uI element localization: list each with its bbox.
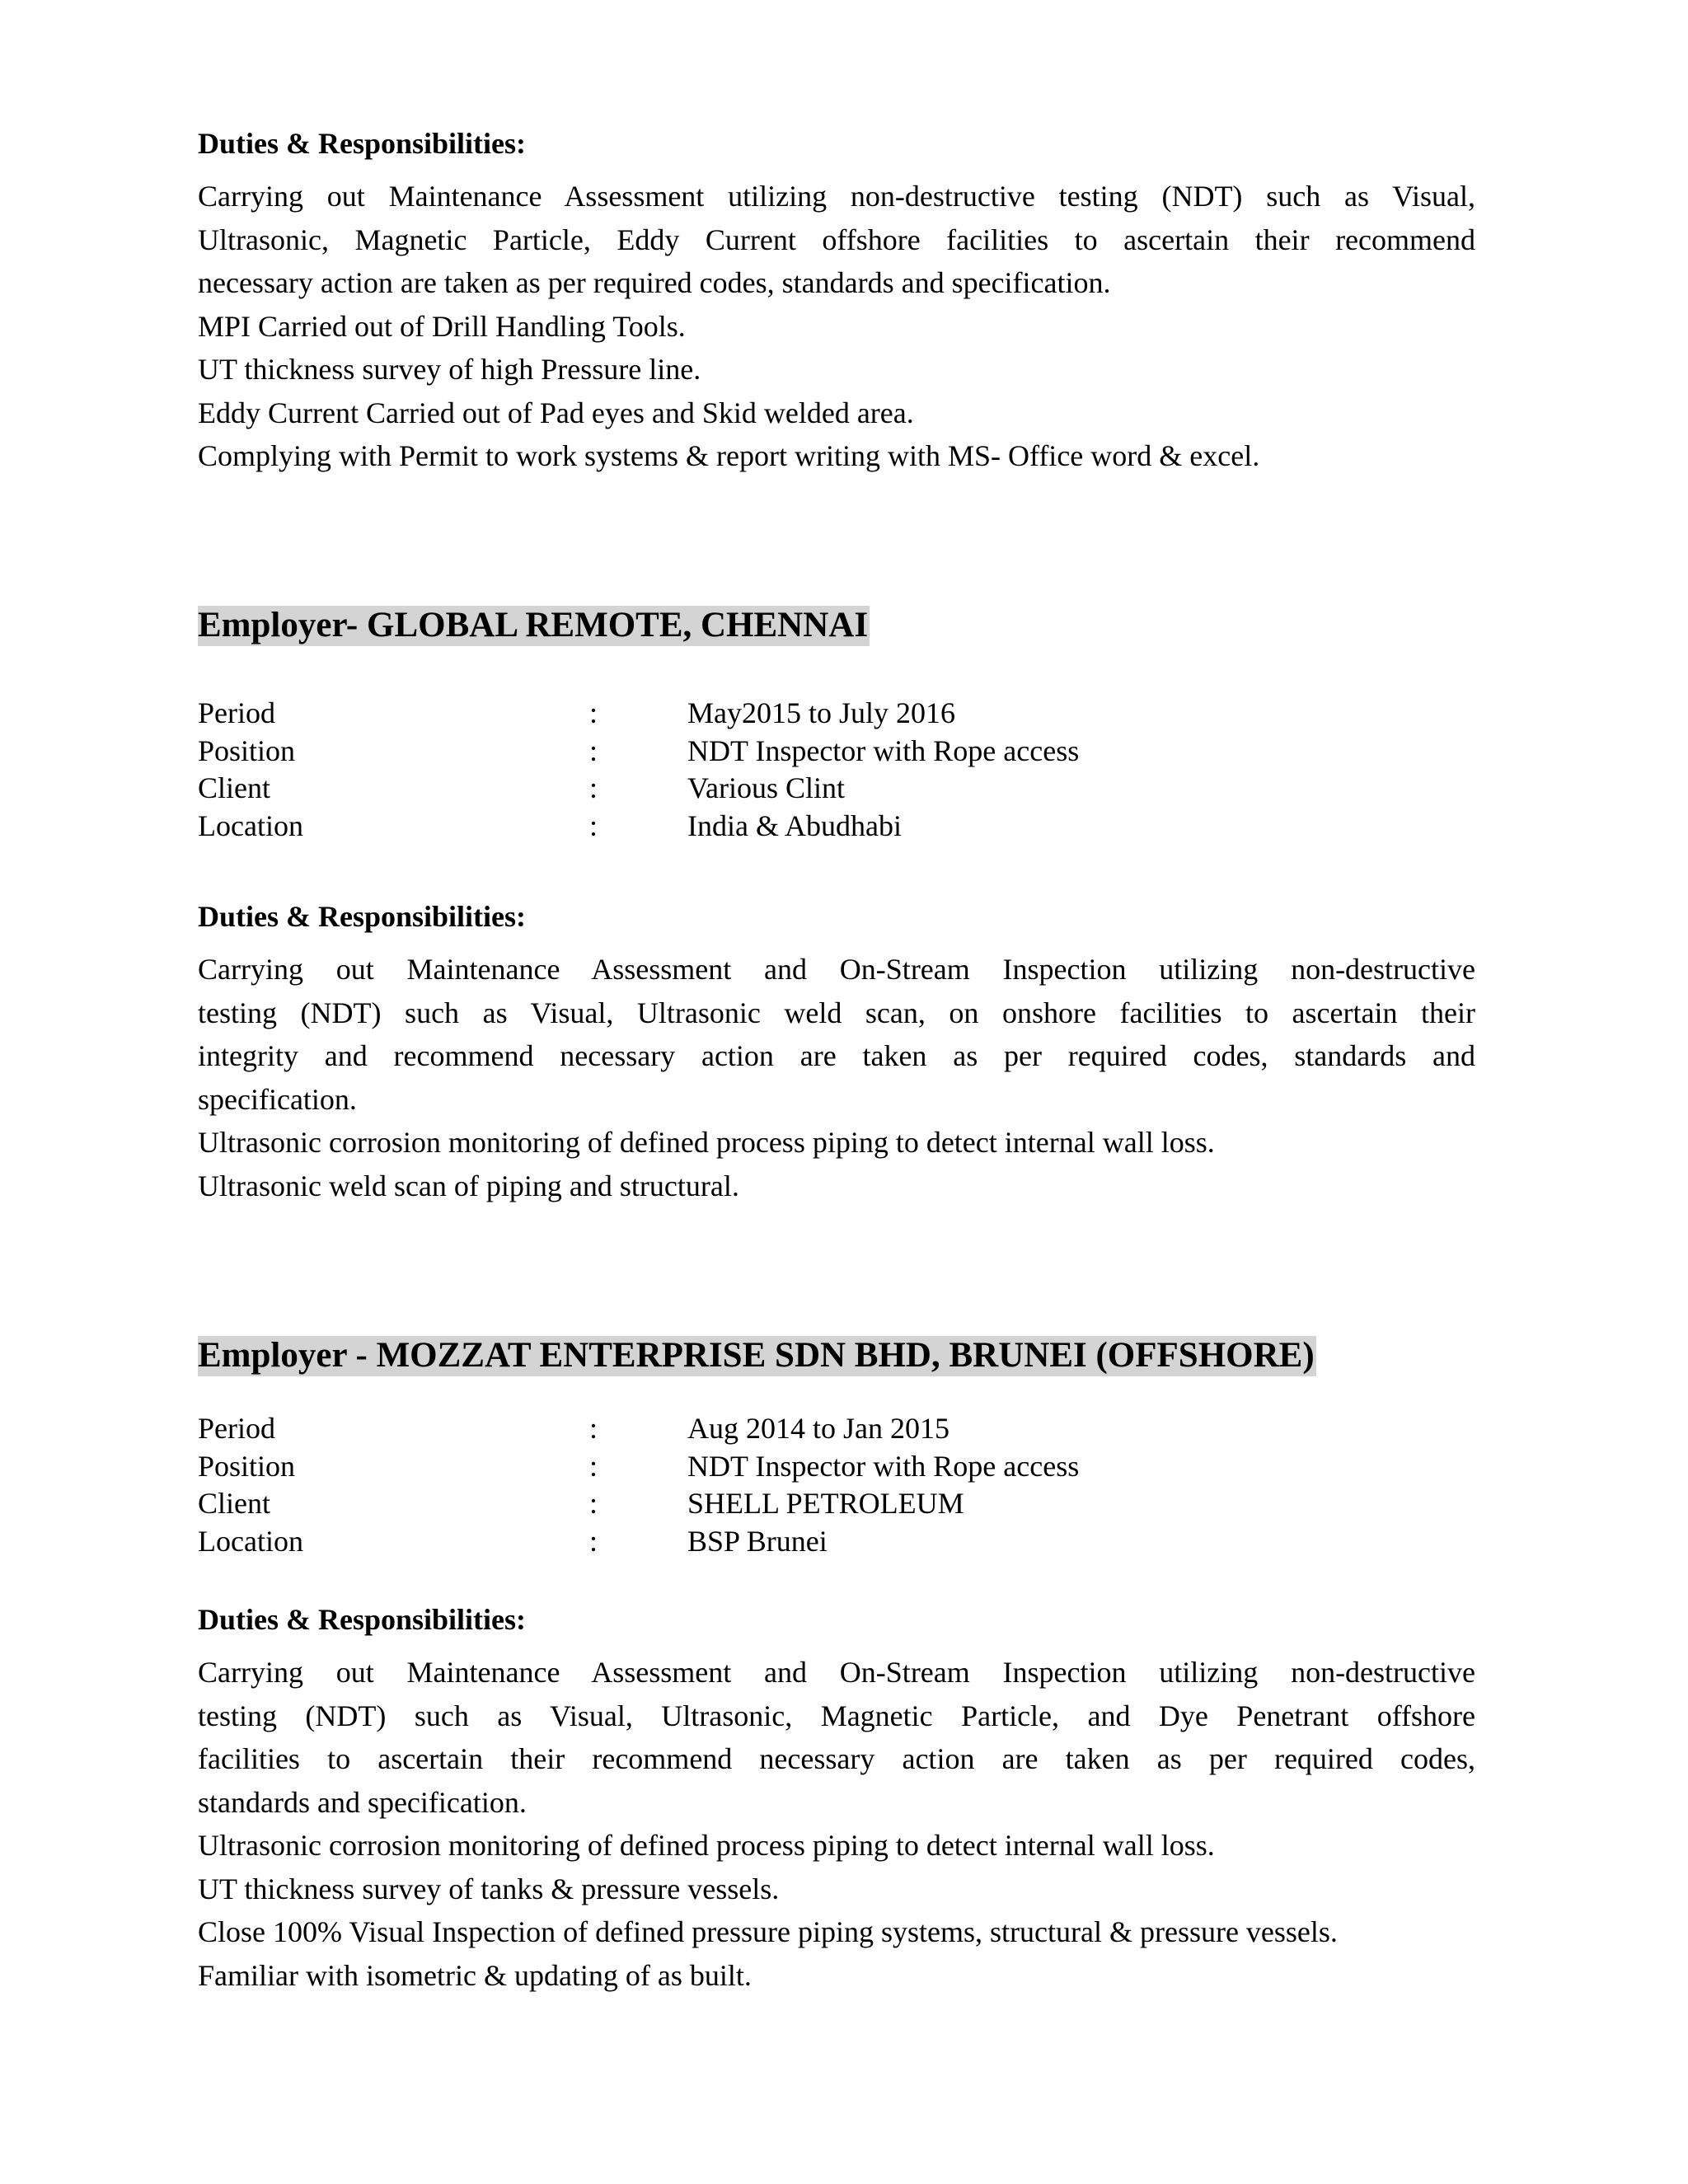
duties-paragraph <box>198 175 1475 478</box>
info-separator: : <box>589 771 598 804</box>
duties-line: facilities to ascertain their recommend necessary action are taken as per required codes, <box>198 1742 1475 1775</box>
info-value: Various Clint <box>687 771 846 804</box>
info-value: India & Abudhabi <box>687 808 902 842</box>
info-label: Position <box>198 733 296 767</box>
duties-line: Familiar with isometric & updating of as built. <box>198 1958 752 1992</box>
duties-line: Carrying out Maintenance Assessment utilizing non-destructive testing (NDT) such as Visual, <box>198 180 1475 213</box>
info-separator: : <box>589 1449 598 1483</box>
duties-line: Complying with Permit to work systems & report writing with MS- Office word & excel. <box>198 439 1260 472</box>
employer-heading <box>198 603 870 648</box>
info-separator: : <box>589 1412 598 1445</box>
info-separator: : <box>589 808 598 842</box>
duties-line: MPI Carried out of Drill Handling Tools. <box>198 309 686 343</box>
duties-line: Eddy Current Carried out of Pad eyes and Skid welded area. <box>198 396 914 429</box>
employer-name: Employer - MOZZAT ENTERPRISE SDN BHD, BRUNEI (OFFSHORE) <box>198 1336 1315 1375</box>
info-label: Client <box>198 1487 270 1520</box>
duties-line: Close 100% Visual Inspection of defined pressure piping systems, structural & pressure vessels. <box>198 1915 1338 1948</box>
info-label: Period <box>198 696 275 729</box>
duties-heading: Duties & Responsibilities: <box>198 1603 527 1636</box>
duties-line: Ultrasonic, Magnetic Particle, Eddy Current offshore facilities to ascertain their recommend <box>198 223 1475 256</box>
info-label: Position <box>198 1449 296 1483</box>
duties-paragraph <box>198 1651 1475 1997</box>
duties-line: testing (NDT) such as Visual, Ultrasonic weld scan, on onshore facilities to ascertain their <box>198 996 1475 1029</box>
info-label: Period <box>198 1412 275 1445</box>
duties-line: Carrying out Maintenance Assessment and On-Stream Inspection utilizing non-destructive <box>198 953 1475 986</box>
duties-line: specification. <box>198 1082 357 1116</box>
info-value: BSP Brunei <box>687 1524 828 1558</box>
info-separator: : <box>589 696 598 729</box>
duties-line: UT thickness survey of tanks & pressure vessels. <box>198 1872 780 1905</box>
duties-line: Ultrasonic corrosion monitoring of defined process piping to detect internal wall loss. <box>198 1126 1215 1159</box>
duties-line: testing (NDT) such as Visual, Ultrasonic, Magnetic Particle, and Dye Penetrant offshore <box>198 1699 1475 1732</box>
duties-line: necessary action are taken as per required codes, standards and specification. <box>198 266 1111 299</box>
info-value: SHELL PETROLEUM <box>687 1487 964 1520</box>
info-value: Aug 2014 to Jan 2015 <box>687 1412 950 1445</box>
info-value: May2015 to July 2016 <box>687 696 956 729</box>
duties-line: Carrying out Maintenance Assessment and On-Stream Inspection utilizing non-destructive <box>198 1656 1475 1689</box>
duties-line: Ultrasonic corrosion monitoring of defined process piping to detect internal wall loss. <box>198 1829 1215 1862</box>
duties-heading: Duties & Responsibilities: <box>198 127 527 160</box>
employer-name: Employer- GLOBAL REMOTE, CHENNAI <box>198 606 869 644</box>
info-value: NDT Inspector with Rope access <box>687 733 1080 767</box>
duties-line: UT thickness survey of high Pressure line. <box>198 353 701 386</box>
employer-heading <box>198 1333 1316 1378</box>
info-label: Location <box>198 1524 303 1558</box>
duties-heading: Duties & Responsibilities: <box>198 900 527 933</box>
duties-line: integrity and recommend necessary action are taken as per required codes, standards and <box>198 1039 1475 1072</box>
info-separator: : <box>589 1487 598 1520</box>
info-separator: : <box>589 733 598 767</box>
info-label: Location <box>198 808 303 842</box>
info-value: NDT Inspector with Rope access <box>687 1449 1080 1483</box>
info-separator: : <box>589 1524 598 1558</box>
duties-line: Ultrasonic weld scan of piping and structural. <box>198 1169 739 1202</box>
duties-line: standards and specification. <box>198 1785 527 1819</box>
info-label: Client <box>198 771 270 804</box>
duties-paragraph <box>198 948 1475 1207</box>
